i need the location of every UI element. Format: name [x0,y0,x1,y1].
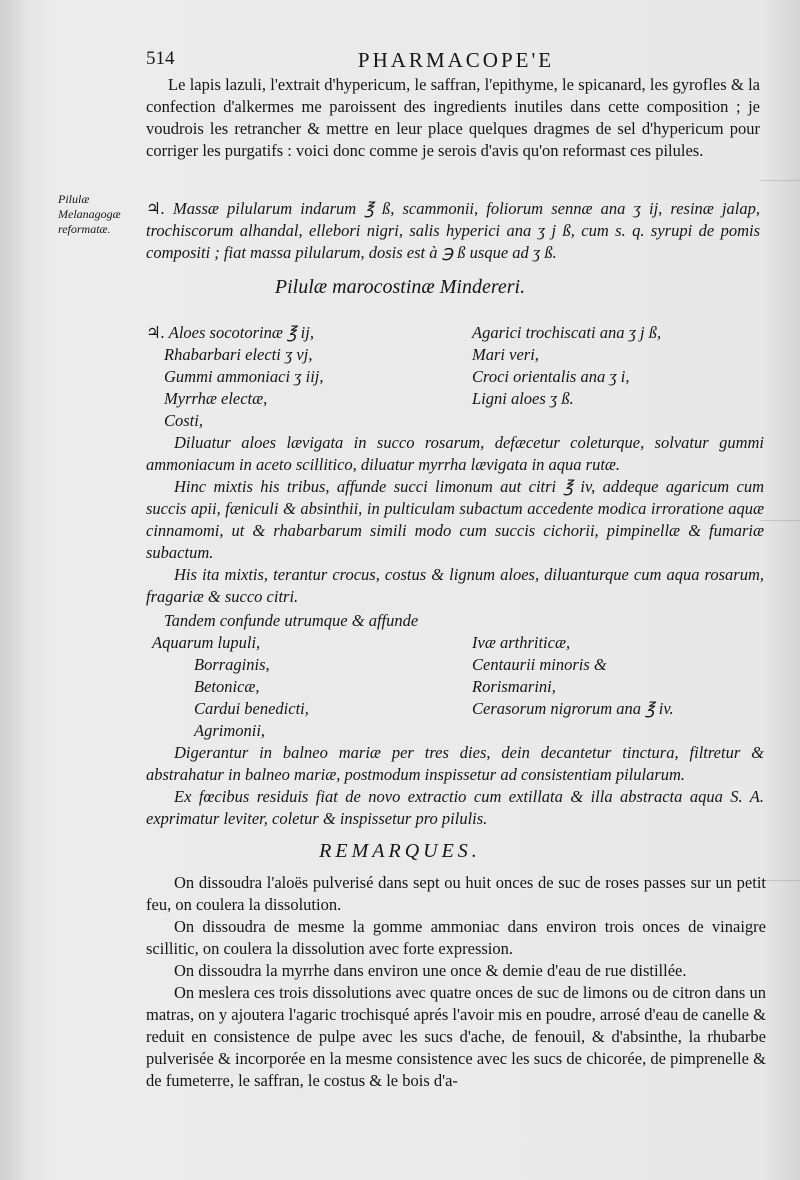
remark-paragraph: On dissoudra de mesme la gomme ammoniac dans environ trois onces de vinaigre scillitic, on coulera la dissolution avec forte expression. [146,917,766,958]
instruction-paragraph: Diluatur aloes lævigata in succo rosarum, defæcetur coleturque, solvatur gummi ammoniacum in aceto scillitico, diluatur myrrha lævigata in aqua rutæ. [146,433,764,474]
water-left-5: Agrimonii, [194,721,266,740]
ingredient-right-3: Croci orientalis ana ʒ i, [472,367,630,386]
ingredient-right-4: Ligni aloes ʒ ß. [472,389,574,408]
margin-note: Pilulæ Melanagogæ reformatæ. [58,192,121,236]
remarks-section [146,872,766,1092]
bleed-through-mark [760,180,800,181]
ingredient-right-1: Agarici trochiscati ana ʒ j ß, [472,323,662,342]
water-right-1: Ivæ arthriticæ, [472,633,571,652]
water-left-3: Betonicæ, [194,677,260,696]
water-right-4: Cerasorum nigrorum ana ℥ iv. [472,699,674,718]
page-number: 514 [146,48,175,69]
final-instructions [146,742,764,830]
remark-paragraph: On dissoudra l'aloës pulverisé dans sept ou huit onces de suc de roses passes sur un petit feu, on coulera la dissolution. [146,873,766,914]
waters-intro: Tandem confunde utrumque & affunde [164,611,419,630]
ingredient-left-3: Gummi ammoniaci ʒ iij, [164,367,324,386]
water-right-2: Centaurii minoris & [472,655,607,674]
water-left-2: Borraginis, [194,655,270,674]
ingredient-left-5: Costi, [164,411,203,430]
final-paragraph: Ex fœcibus residuis fiat de novo extractio cum extillata & illa abstracta aqua S. A. exprimatur leviter, coletur & inspissetur pro pilulis. [146,787,764,828]
running-title: PHARMACOPE'E [357,48,555,72]
bleed-through-mark [760,520,800,521]
ingredient-left-4: Myrrhæ electæ, [164,389,268,408]
water-left-4: Cardui benedicti, [194,699,309,718]
latin-instructions [146,432,764,608]
bleed-through-mark [760,880,800,881]
intro-paragraph: Le lapis lazuli, l'extrait d'hypericum, le saffran, l'epithyme, le spicanard, les gyrofles & la confection d'alkermes me paroissent des ingredients inutiles dans cette composition ; je voudrois les retrancher & mettre en leur place quelques dragmes de sel d'hypericum pour corriger les purgatifs : voici donc comme je serois d'avis qu'on reformast ces pilules. [146,75,760,160]
instruction-paragraph: Hinc mixtis his tribus, affunde succi limonum aut citri ℥ iv, addeque agaricum cum succis apii, fæniculi & absinthii, in pulticulam subactum accedente modica irroratione aquæ cinnamomi, ut & rhabarbarum simili modo cum succis cichorii, pimpinellæ & fumariæ subactum. [146,477,764,562]
remarks-title: REMARQUES. [319,840,481,862]
remark-paragraph: On meslera ces trois dissolutions avec quatre onces de suc de limons ou de citron dans un matras, on y ajoutera l'agaric trochisqué aprés l'avoir mis en poudre, arrosé d'eau de canelle & reduit en consistence de pulpe avec les sucs d'ache, de fenouil, & d'absinthe, la rhubarbe pulverisée & incorporée en la mesme consistence avec les sucs de chicorée, de pimprenelle & de fumeterre, le saffran, le costus & le bois d'a- [146,983,766,1090]
instruction-paragraph: His ita mixtis, terantur crocus, costus & lignum aloes, diluanturque cum aqua rosarum, fragariæ & succo citri. [146,565,764,606]
ingredient-right-2: Mari veri, [472,345,539,364]
water-left-1: Aquarum lupuli, [152,633,261,652]
section-title: Pilulæ marocostinæ Mindereri. [274,276,526,298]
ingredient-left-2: Rhabarbari electi ʒ vj, [164,345,313,364]
remark-paragraph: On dissoudra la myrrhe dans environ une once & demie d'eau de rue distillée. [174,961,687,980]
formula-paragraph: ♃. Massæ pilularum indarum ℥ ß, scammonii, foliorum sennæ ana ʒ ij, resinæ jalap, trochiscorum alhandal, ellebori nigri, salis hyperici ana ʒ j ß, cum s. q. syrupi de pomis compositi ; fiat massa pilularum, dosis est à ℈ ß usque ad ʒ ß. [146,199,760,262]
water-right-3: Rorismarini, [472,677,556,696]
ingredient-left-1: ♃. Aloes socotorinæ ℥ ij, [146,323,314,342]
final-paragraph: Digerantur in balneo mariæ per tres dies, dein decantetur tinctura, filtretur & abstrahatur in balneo mariæ, postmodum inspissetur ad consistentiam pilularum. [146,743,764,784]
